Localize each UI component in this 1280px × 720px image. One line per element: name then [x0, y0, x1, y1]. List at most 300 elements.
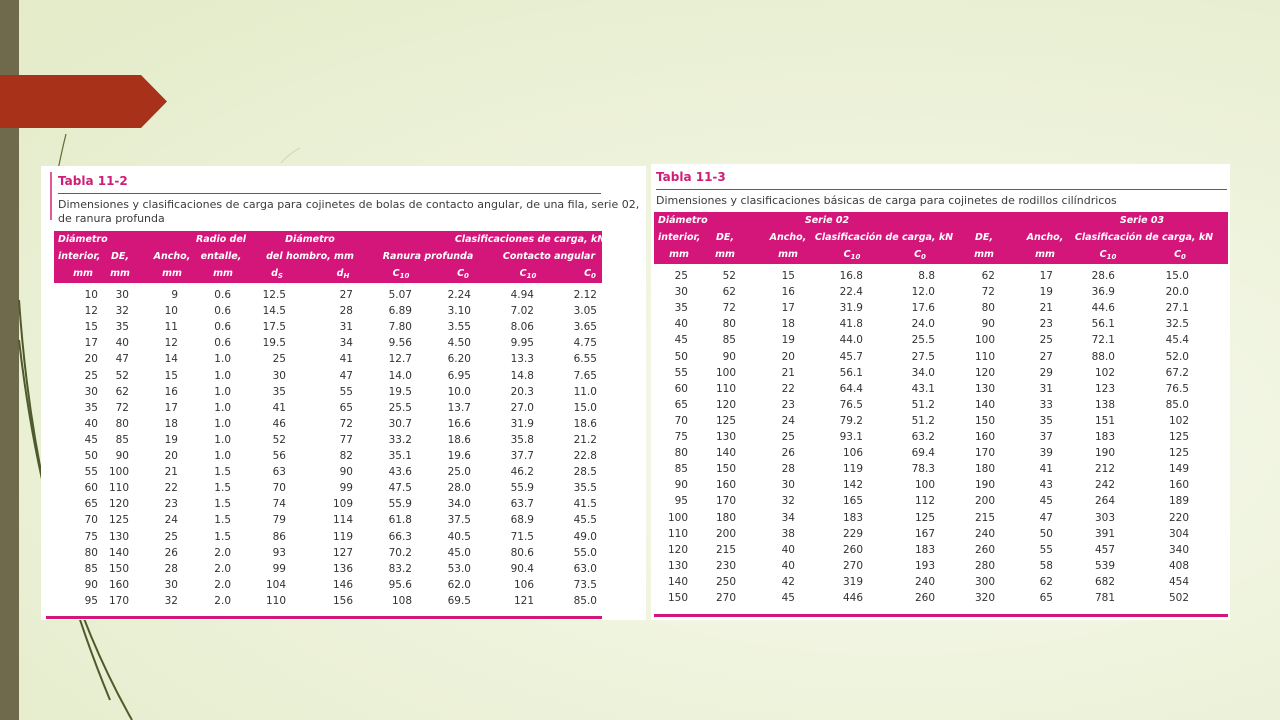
table-row — [54, 368, 602, 384]
table-cell: 138 — [1094, 398, 1115, 411]
table-row — [654, 574, 1228, 590]
table-cell: 88.0 — [1091, 350, 1115, 363]
table-cell: 539 — [1094, 559, 1115, 572]
header-c-symbol: C — [519, 268, 527, 279]
table-cell: 62 — [722, 286, 736, 299]
table-cell: 41.8 — [839, 318, 863, 331]
table-cell: 43 — [1039, 479, 1053, 492]
table-cell: 240 — [974, 527, 995, 540]
table-cell: 61.8 — [388, 514, 412, 527]
table-cell: 28.6 — [1091, 270, 1115, 282]
table-cell: 35 — [272, 385, 286, 398]
table-cell: 0.6 — [214, 321, 231, 334]
table-cell: 79.2 — [839, 414, 863, 427]
table-cell: 40 — [781, 543, 795, 556]
table-cell: 63.0 — [573, 562, 597, 575]
table-cell: 242 — [1094, 479, 1115, 492]
table-cell: 9.95 — [510, 337, 534, 350]
table-cell: 1.0 — [214, 385, 231, 398]
table-cell: 55.0 — [573, 546, 597, 559]
table-cell: 230 — [715, 559, 736, 572]
table-cell: 150 — [715, 463, 736, 476]
table-cell: 93 — [272, 546, 286, 559]
table-cell: 37 — [1039, 431, 1053, 443]
table-cell: 3.55 — [447, 321, 471, 334]
table-cell: 0.6 — [214, 305, 231, 318]
table-cell: 170 — [974, 447, 995, 460]
table-cell: 100 — [715, 366, 736, 379]
table-row — [54, 496, 602, 512]
table-cell: 25 — [164, 530, 178, 543]
header-de-03: DE, — [975, 232, 993, 243]
table-cell: 18 — [164, 417, 178, 430]
table-cell: 90 — [339, 466, 353, 479]
table-11-2-panel — [41, 166, 646, 620]
table-cell: 446 — [842, 592, 863, 604]
table-cell: 56.1 — [839, 366, 863, 379]
table-row — [654, 461, 1228, 477]
table-cell: 28.5 — [573, 466, 597, 479]
table-cell: 2.0 — [214, 594, 231, 607]
header-c-symbol: C — [457, 268, 465, 279]
table-row — [654, 349, 1228, 365]
header-unit-mm: mm — [162, 268, 182, 279]
header-radio: Radio del — [195, 234, 247, 245]
table-cell: 189 — [1168, 495, 1189, 508]
table-cell: 55 — [1039, 543, 1053, 556]
table-cell: 34 — [339, 337, 353, 350]
table-cell: 16 — [164, 385, 178, 398]
table-cell: 0.6 — [214, 337, 231, 350]
table-cell: 22.4 — [839, 286, 863, 299]
table-cell: 9 — [171, 289, 178, 301]
table-cell: 40 — [674, 318, 688, 331]
table-row — [654, 510, 1228, 526]
header-ranura-profunda: Ranura profunda — [382, 251, 474, 262]
table-cell: 319 — [842, 575, 863, 588]
table-cell: 270 — [715, 592, 736, 604]
table-cell: 73.5 — [573, 578, 597, 591]
table-cell: 45.4 — [1165, 334, 1189, 347]
table-11-3-caption: Dimensiones y clasificaciones básicas de carga para cojinetes de rodillos cilíndricos — [656, 194, 1117, 207]
table-cell: 110 — [667, 527, 688, 540]
table-cell: 37.5 — [447, 514, 471, 527]
table-cell: 65 — [674, 398, 688, 411]
table-cell: 2.0 — [214, 546, 231, 559]
table-row — [54, 319, 602, 335]
table-cell: 110 — [108, 482, 129, 495]
table-cell: 16.8 — [839, 270, 863, 282]
table-cell: 50 — [674, 350, 688, 363]
table-cell: 25 — [781, 431, 795, 443]
table-cell: 7.65 — [573, 369, 597, 382]
table-cell: 12 — [84, 305, 98, 318]
table-cell: 30 — [674, 286, 688, 299]
table-cell: 69.4 — [911, 447, 935, 460]
table-cell: 36.9 — [1091, 286, 1115, 299]
header-ancho: Ancho, — [769, 232, 807, 243]
table-cell: 140 — [108, 546, 129, 559]
table-cell: 19.6 — [447, 450, 471, 462]
table-bottom-rule — [46, 616, 602, 619]
table-cell: 102 — [1168, 414, 1189, 427]
table-cell: 46 — [272, 417, 286, 430]
table-cell: 120 — [108, 498, 129, 511]
table-cell: 23 — [164, 498, 178, 511]
table-cell: 8.8 — [918, 270, 935, 282]
table-cell: 100 — [108, 466, 129, 479]
table-cell: 16 — [781, 286, 795, 299]
table-cell: 25 — [84, 369, 98, 382]
table-cell: 123 — [1094, 382, 1115, 395]
title-rule — [58, 193, 601, 194]
table-cell: 6.95 — [447, 369, 471, 382]
table-cell: 63 — [272, 466, 286, 479]
table-cell: 47 — [339, 369, 353, 382]
header-c-subscript: 0 — [921, 253, 926, 261]
table-cell: 391 — [1094, 527, 1115, 540]
header-de: DE, — [716, 232, 734, 243]
table-cell: 17.6 — [911, 302, 935, 315]
table-cell: 190 — [974, 479, 995, 492]
table-cell: 70 — [272, 482, 286, 495]
table-cell: 39 — [1039, 447, 1053, 460]
table-cell: 160 — [1168, 479, 1189, 492]
table-cell: 80 — [674, 447, 688, 460]
table-cell: 13.3 — [510, 353, 534, 366]
header-c-subscript: 10 — [526, 272, 537, 280]
header-diametro: Diámetro — [58, 234, 108, 245]
table-cell: 32 — [115, 305, 129, 318]
table-cell: 408 — [1168, 559, 1189, 572]
table-cell: 45.5 — [573, 514, 597, 527]
table-11-2-caption-line1: Dimensiones y clasificaciones de carga para cojinetes de bolas de contacto angular, de una fila, serie 02, — [58, 198, 640, 211]
table-cell: 183 — [914, 543, 935, 556]
table-cell: 62 — [981, 270, 995, 282]
table-cell: 6.20 — [447, 353, 471, 366]
table-cell: 190 — [1094, 447, 1115, 460]
table-cell: 75 — [84, 530, 98, 543]
table-cell: 121 — [513, 594, 534, 607]
table-cell: 44.0 — [839, 334, 863, 347]
table-cell: 4.94 — [510, 289, 534, 301]
table-cell: 303 — [1094, 511, 1115, 524]
table-cell: 40.5 — [447, 530, 471, 543]
table-cell: 1.0 — [214, 450, 231, 462]
table-cell: 42 — [781, 575, 795, 588]
table-cell: 18.6 — [447, 433, 471, 446]
table-cell: 125 — [715, 414, 736, 427]
table-cell: 16.6 — [447, 417, 471, 430]
table-11-3-panel — [651, 164, 1230, 620]
header-c-subscript: 0 — [464, 272, 469, 280]
table-cell: 1.0 — [214, 353, 231, 366]
table-cell: 35 — [674, 302, 688, 315]
table-cell: 454 — [1168, 575, 1189, 588]
table-cell: 22 — [781, 382, 795, 395]
table-cell: 229 — [842, 527, 863, 540]
header-c0-03 — [1174, 246, 1186, 266]
table-cell: 28 — [339, 305, 353, 318]
table-cell: 28 — [781, 463, 795, 476]
table-cell: 150 — [667, 592, 688, 604]
table-cell: 180 — [974, 463, 995, 476]
table-cell: 109 — [332, 498, 353, 511]
table-cell: 21 — [1039, 302, 1053, 315]
table-cell: 35 — [1039, 414, 1053, 427]
table-cell: 156 — [332, 594, 353, 607]
table-cell: 320 — [974, 592, 995, 604]
table-cell: 31.9 — [839, 302, 863, 315]
table-cell: 41 — [339, 353, 353, 366]
table-cell: 67.2 — [1165, 366, 1189, 379]
table-cell: 90.4 — [510, 562, 534, 575]
table-11-3-body — [654, 268, 1228, 608]
table-row — [654, 590, 1228, 606]
table-cell: 72.1 — [1091, 334, 1115, 347]
table-row — [654, 413, 1228, 429]
table-cell: 14.0 — [388, 369, 412, 382]
header-c0-02 — [914, 246, 926, 266]
table-cell: 25.0 — [447, 466, 471, 479]
table-cell: 55 — [674, 366, 688, 379]
table-cell: 28 — [164, 562, 178, 575]
table-cell: 35 — [84, 401, 98, 414]
table-cell: 11 — [164, 321, 178, 334]
table-cell: 77 — [339, 433, 353, 446]
table-cell: 250 — [715, 575, 736, 588]
table-cell: 68.9 — [510, 514, 534, 527]
table-row — [54, 512, 602, 528]
header-c10-03 — [1100, 246, 1117, 266]
table-cell: 2.24 — [447, 289, 471, 301]
table-cell: 52 — [115, 369, 129, 382]
table-cell: 40 — [781, 559, 795, 572]
table-cell: 86 — [272, 530, 286, 543]
table-cell: 50 — [84, 450, 98, 462]
table-cell: 45 — [1039, 495, 1053, 508]
table-cell: 71.5 — [510, 530, 534, 543]
table-cell: 457 — [1094, 543, 1115, 556]
table-cell: 95.6 — [388, 578, 412, 591]
table-cell: 25 — [674, 270, 688, 282]
table-cell: 1.5 — [214, 482, 231, 495]
table-row — [654, 284, 1228, 300]
table-cell: 55.9 — [510, 482, 534, 495]
table-cell: 125 — [1168, 447, 1189, 460]
table-cell: 82 — [339, 450, 353, 462]
table-cell: 130 — [667, 559, 688, 572]
table-cell: 51.2 — [911, 398, 935, 411]
table-cell: 47.5 — [388, 482, 412, 495]
table-cell: 1.5 — [214, 530, 231, 543]
table-cell: 32.5 — [1165, 318, 1189, 331]
table-cell: 12 — [164, 337, 178, 350]
table-cell: 93.1 — [839, 431, 863, 443]
table-cell: 30 — [272, 369, 286, 382]
table-cell: 80 — [981, 302, 995, 315]
table-row — [54, 416, 602, 432]
table-cell: 104 — [265, 578, 286, 591]
table-cell: 15.0 — [1165, 270, 1189, 282]
table-cell: 102 — [1094, 366, 1115, 379]
header-c-subscript: 10 — [399, 272, 410, 280]
table-cell: 18.6 — [573, 417, 597, 430]
table-cell: 45 — [674, 334, 688, 347]
table-cell: 1.0 — [214, 369, 231, 382]
table-cell: 21.2 — [573, 433, 597, 446]
table-cell: 110 — [974, 350, 995, 363]
table-11-2-title: Tabla 11-2 — [58, 174, 128, 188]
table-cell: 7.80 — [388, 321, 412, 334]
table-cell: 44.6 — [1091, 302, 1115, 315]
header-unit-mm: mm — [778, 249, 798, 260]
table-cell: 106 — [513, 578, 534, 591]
title-rule — [656, 189, 1227, 190]
table-11-2-header — [54, 231, 606, 283]
table-cell: 125 — [914, 511, 935, 524]
table-cell: 2.12 — [573, 289, 597, 301]
table-cell: 20 — [781, 350, 795, 363]
table-cell: 80 — [115, 417, 129, 430]
table-cell: 31 — [339, 321, 353, 334]
table-cell: 22 — [164, 482, 178, 495]
table-11-2-caption-line2: de ranura profunda — [58, 212, 165, 225]
table-row — [54, 577, 602, 593]
table-cell: 3.65 — [573, 321, 597, 334]
table-cell: 83.2 — [388, 562, 412, 575]
table-row — [54, 593, 602, 609]
table-cell: 19.5 — [262, 337, 286, 350]
table-cell: 130 — [715, 431, 736, 443]
table-11-3-title: Tabla 11-3 — [656, 170, 726, 184]
table-cell: 24 — [164, 514, 178, 527]
header-c-symbol: C — [1099, 249, 1107, 260]
header-del-hombro: del hombro, mm — [266, 251, 354, 262]
table-cell: 125 — [108, 514, 129, 527]
table-cell: 30 — [84, 385, 98, 398]
header-c10-02 — [844, 246, 861, 266]
table-cell: 1.0 — [214, 417, 231, 430]
table-cell: 3.05 — [573, 305, 597, 318]
table-cell: 127 — [332, 546, 353, 559]
table-cell: 300 — [974, 575, 995, 588]
table-cell: 76.5 — [839, 398, 863, 411]
table-cell: 10 — [84, 289, 98, 301]
table-cell: 90 — [981, 318, 995, 331]
table-cell: 112 — [914, 495, 935, 508]
table-cell: 18 — [781, 318, 795, 331]
header-ds-subscript: S — [277, 272, 283, 280]
table-cell: 35 — [115, 321, 129, 334]
table-cell: 125 — [1168, 431, 1189, 443]
table-cell: 27.5 — [911, 350, 935, 363]
table-cell: 215 — [715, 543, 736, 556]
header-dh-symbol: d — [336, 268, 344, 279]
table-cell: 45.7 — [839, 350, 863, 363]
table-cell: 140 — [667, 575, 688, 588]
table-11-2-body — [54, 287, 602, 609]
table-cell: 140 — [974, 398, 995, 411]
table-cell: 19 — [164, 433, 178, 446]
table-cell: 72 — [339, 417, 353, 430]
table-cell: 120 — [715, 398, 736, 411]
table-cell: 212 — [1094, 463, 1115, 476]
table-cell: 260 — [974, 543, 995, 556]
table-cell: 260 — [842, 543, 863, 556]
table-cell: 149 — [1168, 463, 1189, 476]
table-cell: 56.1 — [1091, 318, 1115, 331]
table-cell: 35.1 — [388, 450, 412, 462]
table-cell: 43.1 — [911, 382, 935, 395]
table-cell: 17 — [84, 337, 98, 350]
table-cell: 170 — [108, 594, 129, 607]
table-cell: 264 — [1094, 495, 1115, 508]
table-cell: 110 — [265, 594, 286, 607]
table-cell: 34.0 — [911, 366, 935, 379]
header-unit-mm: mm — [1035, 249, 1055, 260]
table-cell: 193 — [914, 559, 935, 572]
table-cell: 120 — [974, 366, 995, 379]
header-diametro: Diámetro — [658, 215, 708, 226]
table-cell: 220 — [1168, 511, 1189, 524]
table-cell: 29 — [1039, 366, 1053, 379]
table-cell: 72 — [722, 302, 736, 315]
header-unit-mm: mm — [669, 249, 689, 260]
table-cell: 170 — [715, 495, 736, 508]
table-cell: 85.0 — [1165, 398, 1189, 411]
table-cell: 150 — [108, 562, 129, 575]
header-entalle: entalle, — [200, 251, 242, 262]
header-c0-contacto — [584, 265, 596, 285]
table-cell: 19.5 — [388, 385, 412, 398]
table-cell: 28.0 — [447, 482, 471, 495]
table-row — [654, 268, 1228, 284]
table-cell: 781 — [1094, 592, 1115, 604]
table-cell: 15 — [84, 321, 98, 334]
table-cell: 46.2 — [510, 466, 534, 479]
table-cell: 5.07 — [388, 289, 412, 301]
table-cell: 58 — [1039, 559, 1053, 572]
table-cell: 41 — [272, 401, 286, 414]
table-cell: 63.2 — [911, 431, 935, 443]
table-cell: 100 — [914, 479, 935, 492]
table-cell: 45 — [781, 592, 795, 604]
table-cell: 45 — [84, 433, 98, 446]
table-cell: 34.0 — [447, 498, 471, 511]
table-cell: 64.4 — [839, 382, 863, 395]
table-cell: 25 — [272, 353, 286, 366]
table-cell: 100 — [974, 334, 995, 347]
table-cell: 130 — [108, 530, 129, 543]
header-c-subscript: 10 — [850, 253, 861, 261]
table-cell: 9.56 — [388, 337, 412, 350]
table-cell: 40 — [84, 417, 98, 430]
table-cell: 85 — [84, 562, 98, 575]
table-cell: 25.5 — [911, 334, 935, 347]
table-cell: 1.5 — [214, 498, 231, 511]
table-row — [54, 448, 602, 464]
table-cell: 31 — [1039, 382, 1053, 395]
table-cell: 99 — [272, 562, 286, 575]
table-cell: 19 — [781, 334, 795, 347]
table-cell: 14 — [164, 353, 178, 366]
table-cell: 32 — [781, 495, 795, 508]
header-c-symbol: C — [843, 249, 851, 260]
table-cell: 10 — [164, 305, 178, 318]
header-interior: interior, — [658, 232, 701, 243]
header-de: DE, — [111, 251, 129, 262]
